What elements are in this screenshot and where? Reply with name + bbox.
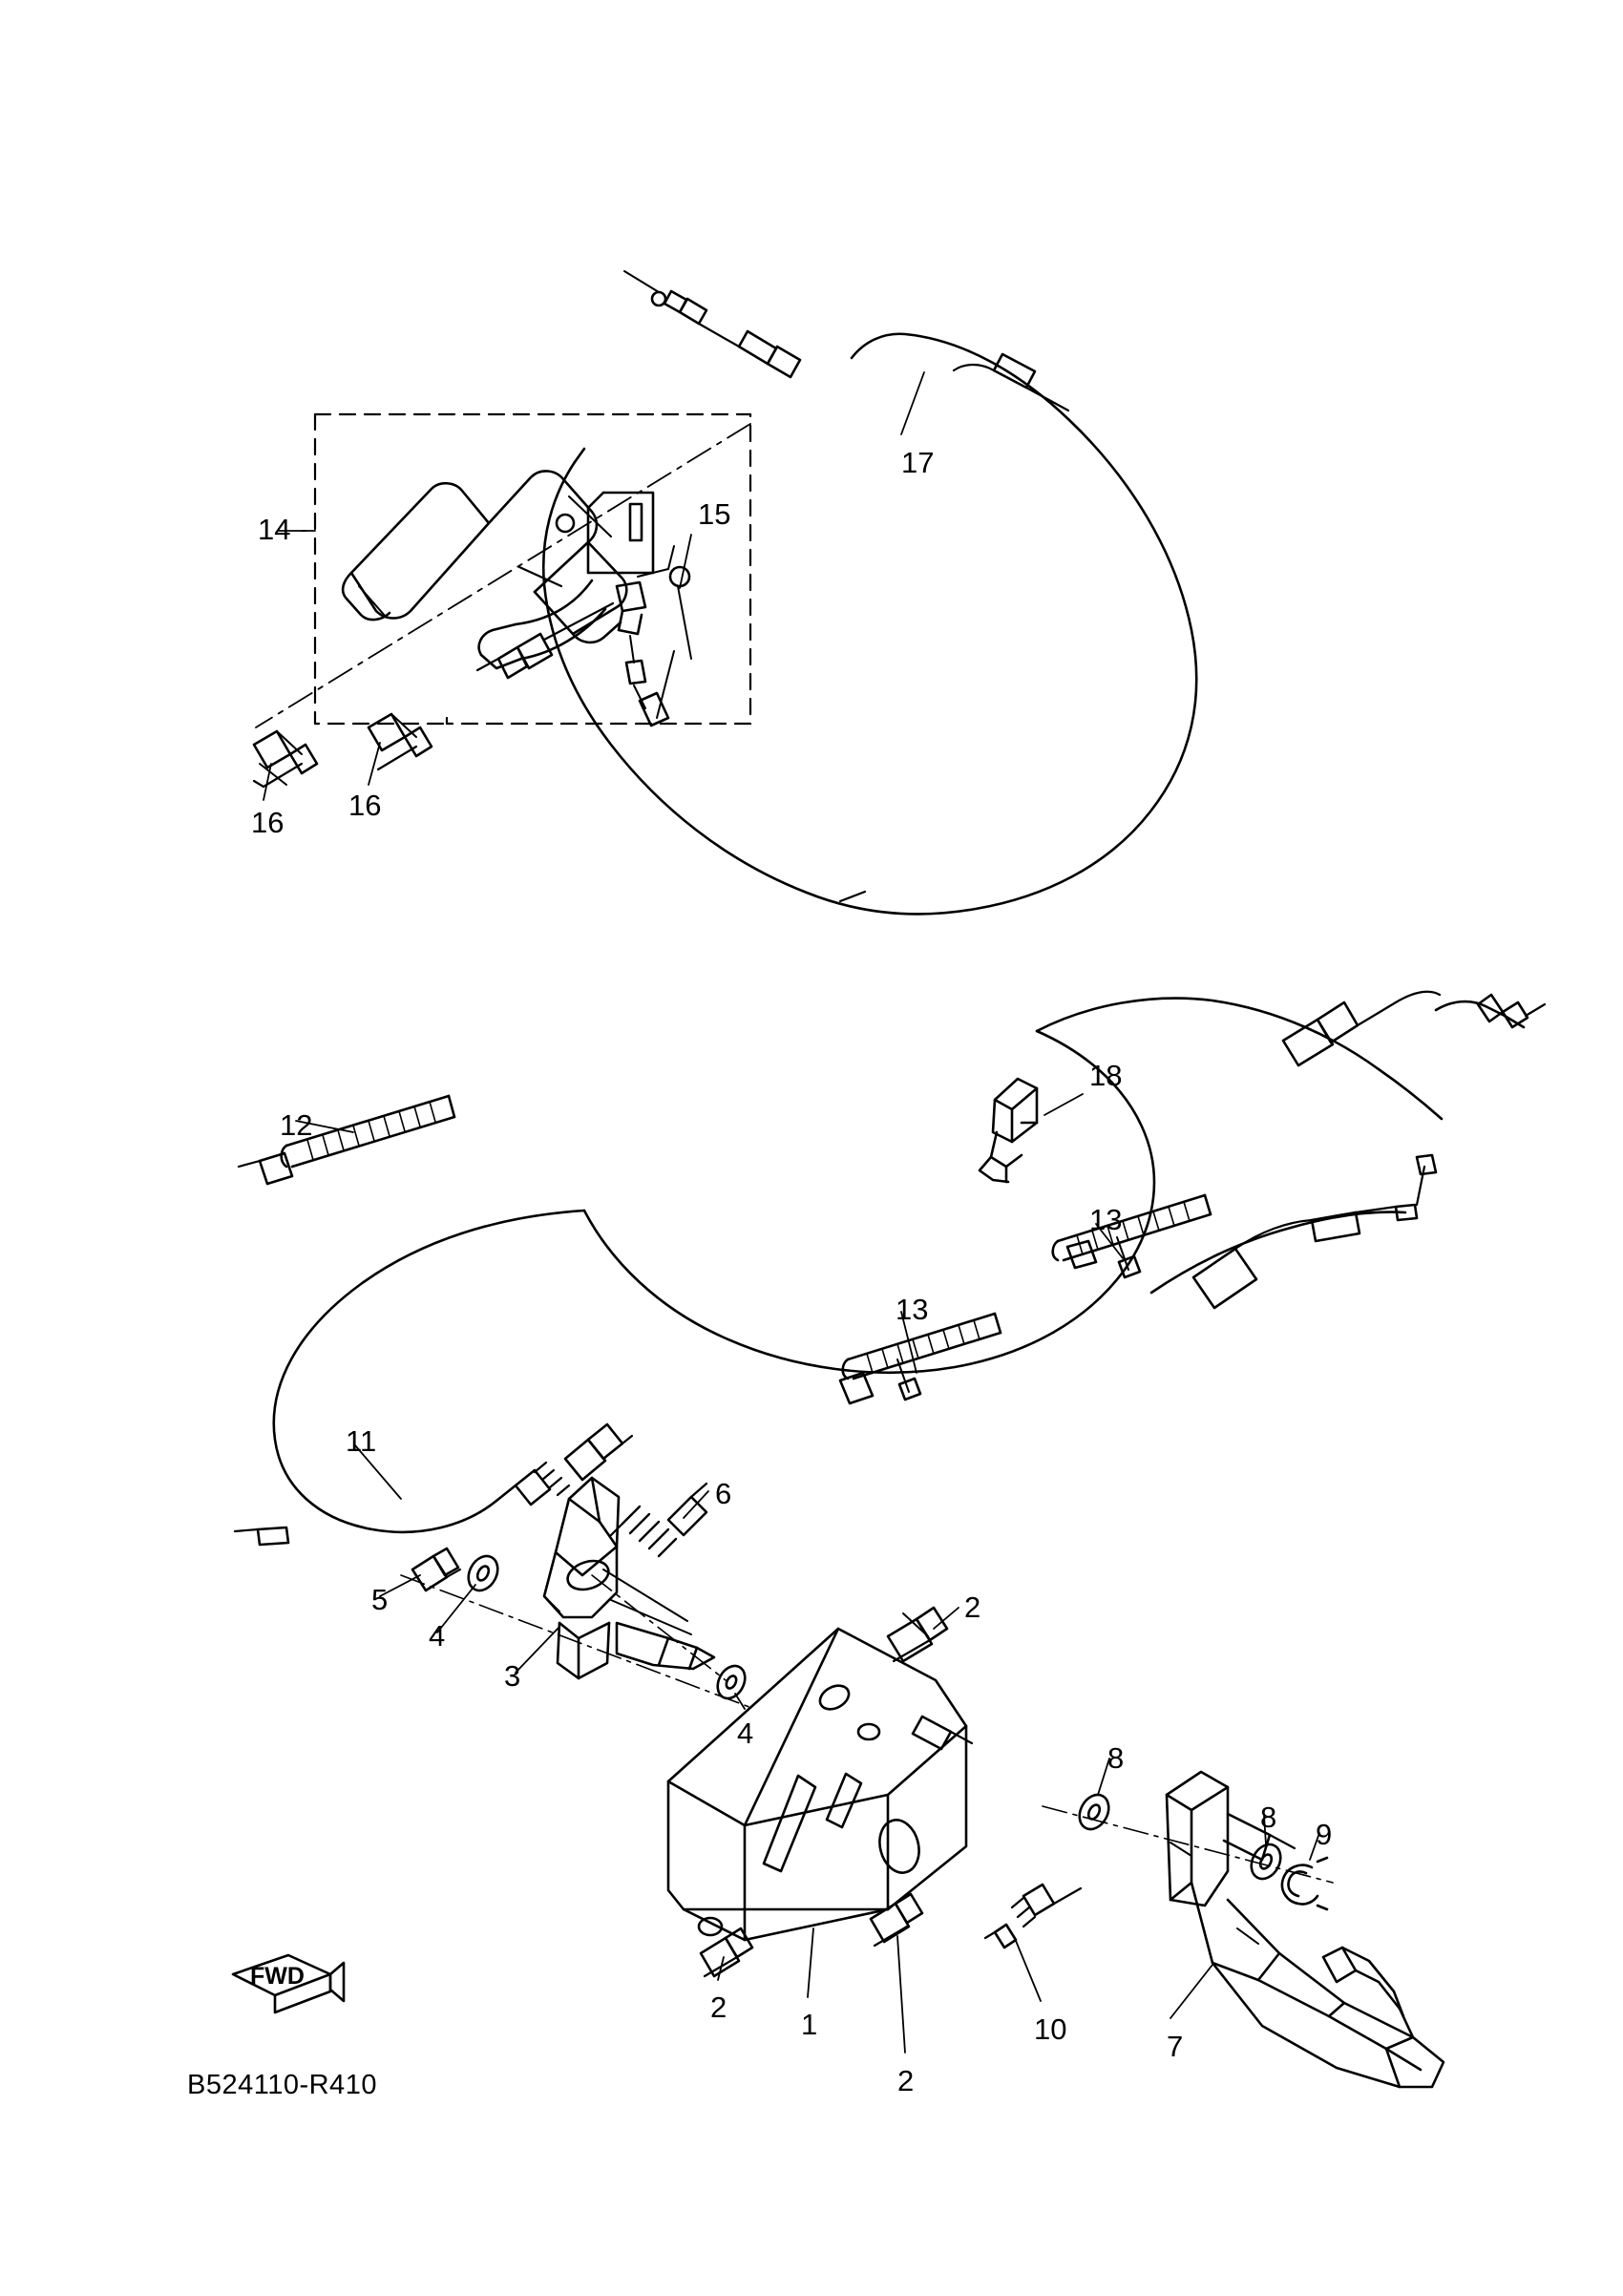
callout-6: 6 bbox=[715, 1477, 732, 1510]
callout-2c: 2 bbox=[897, 2064, 915, 2097]
parking-brake-lever-14 bbox=[343, 471, 653, 668]
cable-adjuster-17 bbox=[624, 271, 706, 324]
bolt-16-right bbox=[369, 714, 432, 769]
callout-2a: 2 bbox=[964, 1590, 981, 1624]
callout-4b: 4 bbox=[737, 1717, 754, 1750]
callout-13a: 13 bbox=[1089, 1203, 1123, 1236]
callout-8a: 8 bbox=[1107, 1741, 1125, 1775]
fwd-label: FWD bbox=[250, 1963, 305, 1990]
brake-cable-lower bbox=[274, 1211, 584, 1532]
collar-5 bbox=[412, 1548, 460, 1590]
clip-9 bbox=[1282, 1858, 1327, 1909]
callout-16b: 16 bbox=[348, 789, 382, 822]
callout-12: 12 bbox=[280, 1108, 313, 1142]
washer-8-left bbox=[1074, 1790, 1115, 1835]
pedal-bracket-1 bbox=[668, 1629, 972, 1940]
washer-4-upper bbox=[463, 1551, 504, 1596]
bolt-10 bbox=[985, 1885, 1081, 1948]
pedal-lever-3 bbox=[544, 1478, 714, 1678]
callout-14: 14 bbox=[258, 513, 291, 546]
cable-clamp-13-upper bbox=[1053, 1195, 1211, 1277]
leader-lines bbox=[263, 372, 1319, 2053]
cable-clamp-12 bbox=[239, 1096, 454, 1184]
bolt-16-left bbox=[254, 731, 317, 787]
callout-9: 9 bbox=[1316, 1818, 1333, 1851]
callout-10: 10 bbox=[1034, 2012, 1067, 2046]
pedal-7 bbox=[1167, 1772, 1444, 2087]
callout-11: 11 bbox=[346, 1424, 377, 1458]
assembly-axis bbox=[256, 424, 750, 727]
diagram-code: B524110-R410 bbox=[187, 2070, 377, 2100]
bolt-2-lower-mid bbox=[871, 1894, 922, 1946]
callout-1: 1 bbox=[801, 2008, 818, 2041]
callout-2b: 2 bbox=[710, 1991, 727, 2024]
callout-13b: 13 bbox=[896, 1293, 929, 1326]
callout-17: 17 bbox=[901, 446, 935, 479]
axis-lines bbox=[401, 1575, 1333, 1883]
callout-18: 18 bbox=[1089, 1059, 1123, 1092]
secondary-cable-right bbox=[1037, 992, 1545, 1308]
brake-switch-rod-15 bbox=[477, 546, 691, 726]
brake-cable-return bbox=[584, 1031, 1154, 1373]
cable-clamp-13-lower bbox=[840, 1314, 1001, 1403]
callout-16a: 16 bbox=[251, 806, 285, 839]
callout-3: 3 bbox=[504, 1659, 521, 1693]
cable-clip-18 bbox=[980, 1079, 1037, 1182]
brake-cable-upper bbox=[543, 334, 1196, 915]
callout-7: 7 bbox=[1167, 2030, 1184, 2063]
bolt-2-upper-right bbox=[888, 1608, 947, 1661]
callout-8b: 8 bbox=[1260, 1801, 1277, 1834]
callout-4a: 4 bbox=[429, 1619, 446, 1653]
return-spring-6 bbox=[611, 1484, 706, 1556]
cable-break-marks bbox=[519, 567, 865, 901]
washer-4-lower bbox=[712, 1661, 750, 1703]
callout-5: 5 bbox=[371, 1583, 389, 1616]
callout-15: 15 bbox=[698, 497, 731, 531]
